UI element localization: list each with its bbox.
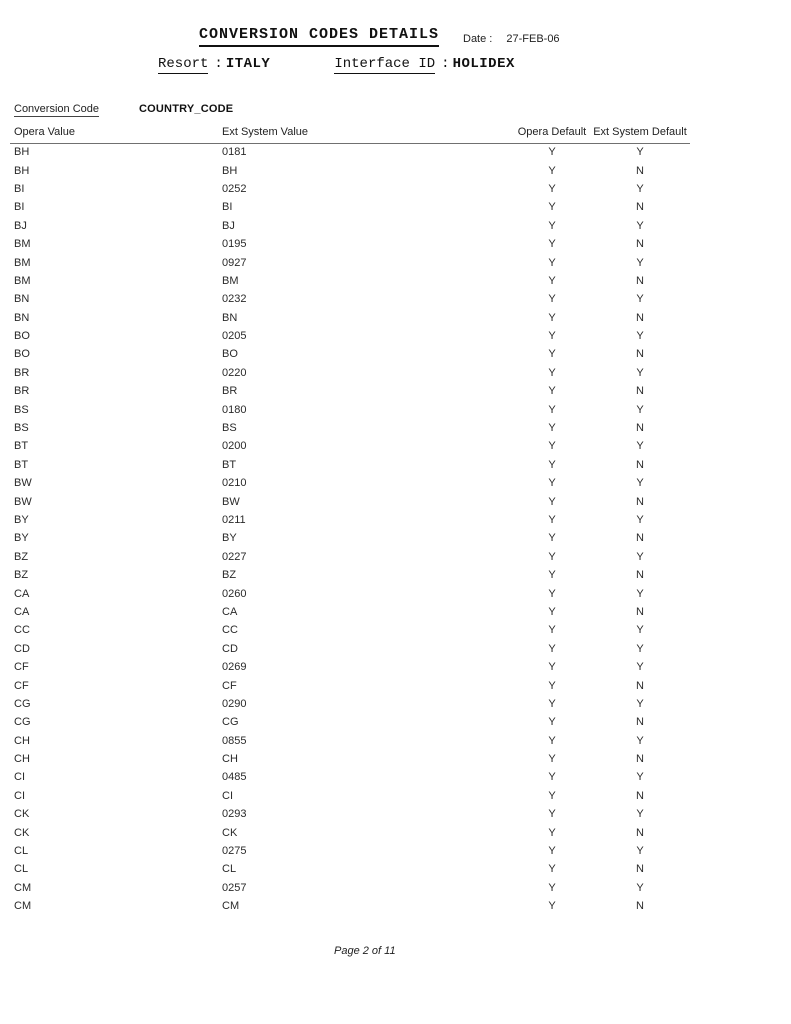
table-row	[10, 603, 690, 621]
cell-ext-system-value: 0220	[222, 366, 247, 379]
cell-ext-system-value: 0181	[218, 143, 514, 161]
cell-ext-system-default: Y	[636, 182, 644, 195]
cell-ext-system-value: CL	[222, 863, 237, 876]
cell-ext-system-value: 0257	[222, 881, 247, 894]
table-row	[10, 143, 690, 161]
cell-ext-system-value: BZ	[222, 569, 237, 582]
cell-ext-system-default: N	[636, 164, 644, 177]
cell-ext-system-value: 0275	[222, 845, 247, 858]
cell-ext-system-default: N	[636, 863, 644, 876]
cell-opera-value: CI	[14, 789, 25, 802]
cell-ext-system-default: Y	[636, 403, 644, 416]
cell-ext-system-default: N	[636, 348, 644, 361]
table-row	[10, 566, 690, 584]
cell-opera-value: BJ	[14, 219, 27, 232]
cell-ext-system-value: 0290	[222, 697, 247, 710]
cell-opera-value: CA	[14, 605, 30, 618]
cell-opera-value: BW	[14, 477, 32, 490]
cell-ext-system-default: Y	[636, 587, 644, 600]
table-row	[10, 161, 690, 179]
cell-opera-default: Y	[548, 477, 556, 490]
table-row	[10, 823, 690, 841]
cell-opera-default: Y	[548, 293, 556, 306]
cell-ext-system-default: Y	[636, 219, 644, 232]
cell-ext-system-default: Y	[590, 143, 690, 161]
cell-opera-default: Y	[548, 495, 556, 508]
cell-opera-value: CL	[14, 863, 29, 876]
cell-ext-system-default: N	[636, 679, 644, 692]
cell-ext-system-value: 0210	[222, 477, 247, 490]
cell-opera-value: BZ	[14, 550, 29, 563]
cell-ext-system-default: Y	[636, 624, 644, 637]
table-row	[10, 180, 690, 198]
cell-opera-default: Y	[548, 311, 556, 324]
cell-ext-system-default: Y	[636, 514, 644, 526]
cell-opera-value: BS	[14, 403, 29, 416]
table-row	[10, 640, 690, 658]
table-row	[10, 327, 690, 345]
cell-ext-system-value: 0293	[222, 808, 247, 821]
cell-opera-value: BM	[14, 256, 31, 269]
cell-ext-system-value: 0195	[222, 238, 247, 251]
column-header-opera-default: Opera Default	[514, 124, 590, 143]
cell-ext-system-default: Y	[636, 734, 644, 747]
cell-ext-system-value: BH	[222, 164, 238, 177]
cell-opera-value: CG	[14, 716, 31, 729]
cell-opera-value: BH	[10, 143, 218, 161]
cell-opera-default: Y	[548, 587, 556, 600]
cell-ext-system-value: CD	[222, 642, 238, 655]
cell-ext-system-value: BS	[222, 422, 237, 435]
cell-ext-system-default: N	[636, 569, 644, 582]
cell-ext-system-value: BY	[222, 532, 237, 545]
table-row	[10, 897, 690, 915]
cell-opera-value: CF	[14, 661, 29, 674]
cell-opera-default: Y	[548, 753, 556, 766]
cell-ext-system-value: BN	[222, 311, 238, 324]
cell-ext-system-default: N	[636, 789, 644, 802]
cell-opera-value: BT	[14, 458, 29, 471]
cell-opera-value: BW	[14, 495, 32, 508]
cell-opera-value: BZ	[14, 569, 29, 582]
table-row	[10, 400, 690, 418]
table-row	[10, 842, 690, 860]
cell-ext-system-default: Y	[636, 881, 644, 894]
cell-ext-system-default: Y	[636, 642, 644, 655]
cell-opera-default: Y	[548, 863, 556, 876]
cell-opera-value: CG	[14, 697, 31, 710]
conversion-code-label: Conversion Code	[14, 103, 99, 115]
cell-opera-default: Y	[548, 385, 556, 398]
cell-opera-value: BY	[14, 514, 29, 526]
table-row	[10, 529, 690, 547]
table-row	[10, 272, 690, 290]
table-row	[10, 732, 690, 750]
cell-opera-default: Y	[548, 330, 556, 343]
table-row	[10, 235, 690, 253]
cell-opera-default: Y	[548, 679, 556, 692]
cell-ext-system-value: BI	[222, 201, 233, 214]
cell-opera-default: Y	[548, 164, 556, 177]
cell-ext-system-default: N	[636, 385, 644, 398]
cell-ext-system-default: N	[636, 900, 644, 913]
cell-ext-system-value: CH	[222, 753, 238, 766]
cell-opera-value: CD	[14, 642, 30, 655]
cell-opera-default: Y	[514, 143, 590, 161]
cell-opera-default: Y	[548, 550, 556, 563]
cell-opera-default: Y	[548, 182, 556, 195]
cell-opera-value: BR	[14, 366, 30, 379]
cell-opera-value: BY	[14, 532, 29, 545]
cell-ext-system-default: Y	[636, 661, 644, 674]
table-row	[10, 860, 690, 878]
table-row	[10, 695, 690, 713]
cell-opera-default: Y	[548, 661, 556, 674]
table-row	[10, 621, 690, 639]
table-row	[10, 290, 690, 308]
cell-ext-system-value: 0227	[222, 550, 247, 563]
column-header-ext-system-value: Ext System Value	[218, 124, 514, 143]
cell-opera-value: BO	[14, 330, 30, 343]
table-row	[10, 787, 690, 805]
cell-ext-system-value: CC	[222, 624, 238, 637]
interface-id-value: HOLIDEX	[452, 56, 515, 72]
cell-ext-system-value: 0200	[222, 440, 247, 453]
conversion-code-line	[14, 103, 233, 115]
cell-ext-system-default: Y	[636, 330, 644, 343]
cell-ext-system-default: N	[636, 201, 644, 214]
resort-label: Resort	[158, 56, 209, 72]
cell-ext-system-default: N	[636, 605, 644, 618]
date-label: Date :	[463, 33, 493, 45]
cell-opera-value: CL	[14, 845, 29, 858]
cell-ext-system-value: BT	[222, 458, 237, 471]
cell-ext-system-value: 0180	[222, 403, 247, 416]
table-row	[10, 879, 690, 897]
cell-opera-default: Y	[548, 826, 556, 839]
cell-ext-system-default: N	[636, 274, 644, 287]
table-row	[10, 198, 690, 216]
page-number: Page 2 of 11	[334, 945, 396, 957]
interface-id-separator: :	[441, 56, 450, 72]
table-row	[10, 309, 690, 327]
cell-opera-default: Y	[548, 348, 556, 361]
cell-opera-default: Y	[548, 403, 556, 416]
cell-ext-system-value: CM	[222, 900, 240, 913]
table-row	[10, 474, 690, 492]
cell-opera-value: BT	[14, 440, 29, 453]
cell-ext-system-value: CF	[222, 679, 237, 692]
cell-ext-system-default: N	[636, 422, 644, 435]
cell-ext-system-value: 0260	[222, 587, 247, 600]
table-row	[10, 364, 690, 382]
cell-opera-default: Y	[548, 900, 556, 913]
cell-opera-value: BI	[14, 201, 25, 214]
cell-opera-default: Y	[548, 734, 556, 747]
table-row	[10, 676, 690, 694]
cell-ext-system-default: N	[636, 716, 644, 729]
table-row	[10, 419, 690, 437]
cell-opera-default: Y	[548, 219, 556, 232]
table-row	[10, 437, 690, 455]
cell-opera-default: Y	[548, 274, 556, 287]
cell-opera-value: BI	[14, 182, 25, 195]
cell-ext-system-default: Y	[636, 697, 644, 710]
cell-ext-system-default: Y	[636, 366, 644, 379]
report-meta-line	[158, 56, 515, 72]
cell-ext-system-value: 0927	[222, 256, 247, 269]
table-row	[10, 750, 690, 768]
resort-separator: :	[214, 56, 223, 72]
table-row	[10, 658, 690, 676]
report-title: CONVERSION CODES DETAILS	[199, 26, 439, 47]
cell-ext-system-value: CG	[222, 716, 239, 729]
cell-opera-value: CK	[14, 826, 30, 839]
cell-ext-system-value: 0855	[222, 734, 247, 747]
column-header-ext-system-default: Ext System Default	[590, 124, 690, 143]
table-row	[10, 805, 690, 823]
cell-opera-default: Y	[548, 789, 556, 802]
cell-ext-system-value: CI	[222, 789, 233, 802]
cell-ext-system-default: Y	[636, 550, 644, 563]
cell-opera-default: Y	[548, 697, 556, 710]
cell-ext-system-default: N	[636, 826, 644, 839]
cell-ext-system-default: Y	[636, 477, 644, 490]
cell-ext-system-default: Y	[636, 256, 644, 269]
cell-opera-default: Y	[548, 256, 556, 269]
table-row	[10, 492, 690, 510]
cell-ext-system-default: Y	[636, 808, 644, 821]
conversion-codes-table	[10, 124, 690, 915]
cell-opera-default: Y	[548, 808, 556, 821]
cell-opera-value: CA	[14, 587, 30, 600]
cell-ext-system-value: BM	[222, 274, 239, 287]
cell-ext-system-default: N	[636, 532, 644, 545]
table-header-row	[10, 124, 690, 143]
cell-opera-value: BN	[14, 311, 30, 324]
table-row	[10, 768, 690, 786]
cell-opera-value: BN	[14, 293, 30, 306]
table-row	[10, 548, 690, 566]
cell-ext-system-value: 0232	[222, 293, 247, 306]
cell-ext-system-value: 0252	[222, 182, 247, 195]
column-header-opera-value: Opera Value	[10, 124, 218, 143]
cell-opera-default: Y	[548, 569, 556, 582]
table-row	[10, 382, 690, 400]
cell-ext-system-default: Y	[636, 845, 644, 858]
cell-opera-value: BH	[14, 164, 30, 177]
cell-ext-system-value: BW	[222, 495, 240, 508]
cell-opera-value: CC	[14, 624, 30, 637]
cell-opera-default: Y	[548, 514, 556, 526]
table-row	[10, 456, 690, 474]
cell-ext-system-value: 0269	[222, 661, 247, 674]
interface-id-label: Interface ID	[334, 56, 436, 72]
table-row	[10, 713, 690, 731]
cell-opera-default: Y	[548, 366, 556, 379]
cell-ext-system-default: Y	[636, 293, 644, 306]
cell-opera-default: Y	[548, 771, 556, 784]
cell-opera-value: CM	[14, 900, 32, 913]
cell-opera-default: Y	[548, 605, 556, 618]
table-header	[10, 124, 690, 143]
cell-opera-default: Y	[548, 624, 556, 637]
cell-opera-default: Y	[548, 845, 556, 858]
cell-opera-value: CH	[14, 734, 30, 747]
cell-ext-system-default: N	[636, 753, 644, 766]
table-row	[10, 253, 690, 271]
cell-opera-default: Y	[548, 532, 556, 545]
cell-opera-default: Y	[548, 458, 556, 471]
table-row	[10, 584, 690, 602]
cell-opera-value: CM	[14, 881, 32, 894]
cell-opera-value: CF	[14, 679, 29, 692]
cell-ext-system-value: CA	[222, 605, 238, 618]
cell-opera-value: BO	[14, 348, 30, 361]
cell-ext-system-value: 0211	[222, 514, 246, 526]
cell-opera-default: Y	[548, 716, 556, 729]
cell-opera-default: Y	[548, 422, 556, 435]
cell-ext-system-default: N	[636, 238, 644, 251]
cell-ext-system-value: BO	[222, 348, 238, 361]
cell-opera-value: CK	[14, 808, 30, 821]
cell-ext-system-value: CK	[222, 826, 238, 839]
cell-opera-value: BR	[14, 385, 30, 398]
date-block	[463, 33, 560, 45]
date-value: 27-FEB-06	[506, 33, 560, 45]
conversion-code-value: COUNTRY_CODE	[139, 103, 234, 115]
cell-opera-default: Y	[548, 201, 556, 214]
cell-ext-system-value: 0205	[222, 330, 247, 343]
cell-ext-system-default: N	[636, 458, 644, 471]
cell-opera-default: Y	[548, 881, 556, 894]
cell-opera-default: Y	[548, 238, 556, 251]
cell-ext-system-default: N	[636, 311, 644, 324]
cell-ext-system-value: 0485	[222, 771, 247, 784]
cell-opera-value: CI	[14, 771, 25, 784]
cell-ext-system-value: BR	[222, 385, 238, 398]
table-body	[10, 143, 690, 915]
cell-ext-system-default: Y	[636, 771, 644, 784]
cell-opera-default: Y	[548, 440, 556, 453]
resort-value: ITALY	[225, 56, 271, 72]
cell-opera-value: CH	[14, 753, 30, 766]
cell-opera-value: BM	[14, 274, 31, 287]
cell-opera-value: BS	[14, 422, 29, 435]
cell-opera-default: Y	[548, 642, 556, 655]
cell-opera-value: BM	[14, 238, 31, 251]
table-row	[10, 217, 690, 235]
cell-ext-system-default: N	[636, 495, 644, 508]
cell-ext-system-value: BJ	[222, 219, 235, 232]
table-row	[10, 345, 690, 363]
table-row	[10, 511, 690, 529]
cell-ext-system-default: Y	[636, 440, 644, 453]
